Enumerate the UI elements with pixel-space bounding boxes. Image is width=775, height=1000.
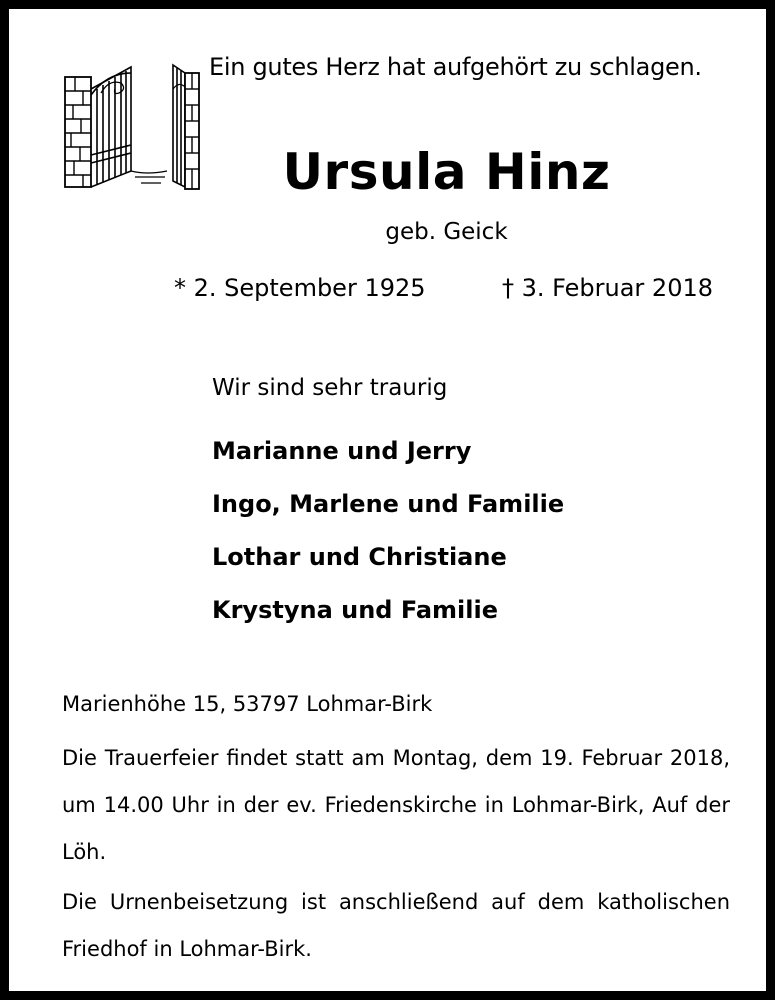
mourner-list <box>212 434 564 646</box>
mourner-family: Marianne und Jerry <box>212 437 472 465</box>
mourning-intro: Wir sind sehr traurig <box>212 375 448 401</box>
maiden-name: geb. Geick <box>385 219 508 245</box>
funeral-service-info: Die Trauerfeier findet statt am Montag, dem 19. Februar 2018, um 14.00 Uhr in der ev. Friedenskirche in Lohmar-Birk, Auf der Löh. <box>62 746 730 864</box>
mourner-family: Krystyna und Familie <box>212 596 498 624</box>
mourning-address: Marienhöhe 15, 53797 Lohmar-Birk <box>62 692 433 716</box>
death-date: † 3. Februar 2018 <box>502 274 714 302</box>
mourner-family: Ingo, Marlene und Familie <box>212 490 565 518</box>
deceased-name: Ursula Hinz <box>282 143 611 201</box>
mourner-family: Lothar und Christiane <box>212 543 507 571</box>
urn-burial-info: Die Urnenbeisetzung ist anschließend auf dem katholischen Friedhof in Lohmar-Birk. <box>62 890 730 961</box>
birth-date: * 2. September 1925 <box>174 274 426 302</box>
obituary-motto: Ein gutes Herz hat aufgehört zu schlagen. <box>209 53 702 81</box>
